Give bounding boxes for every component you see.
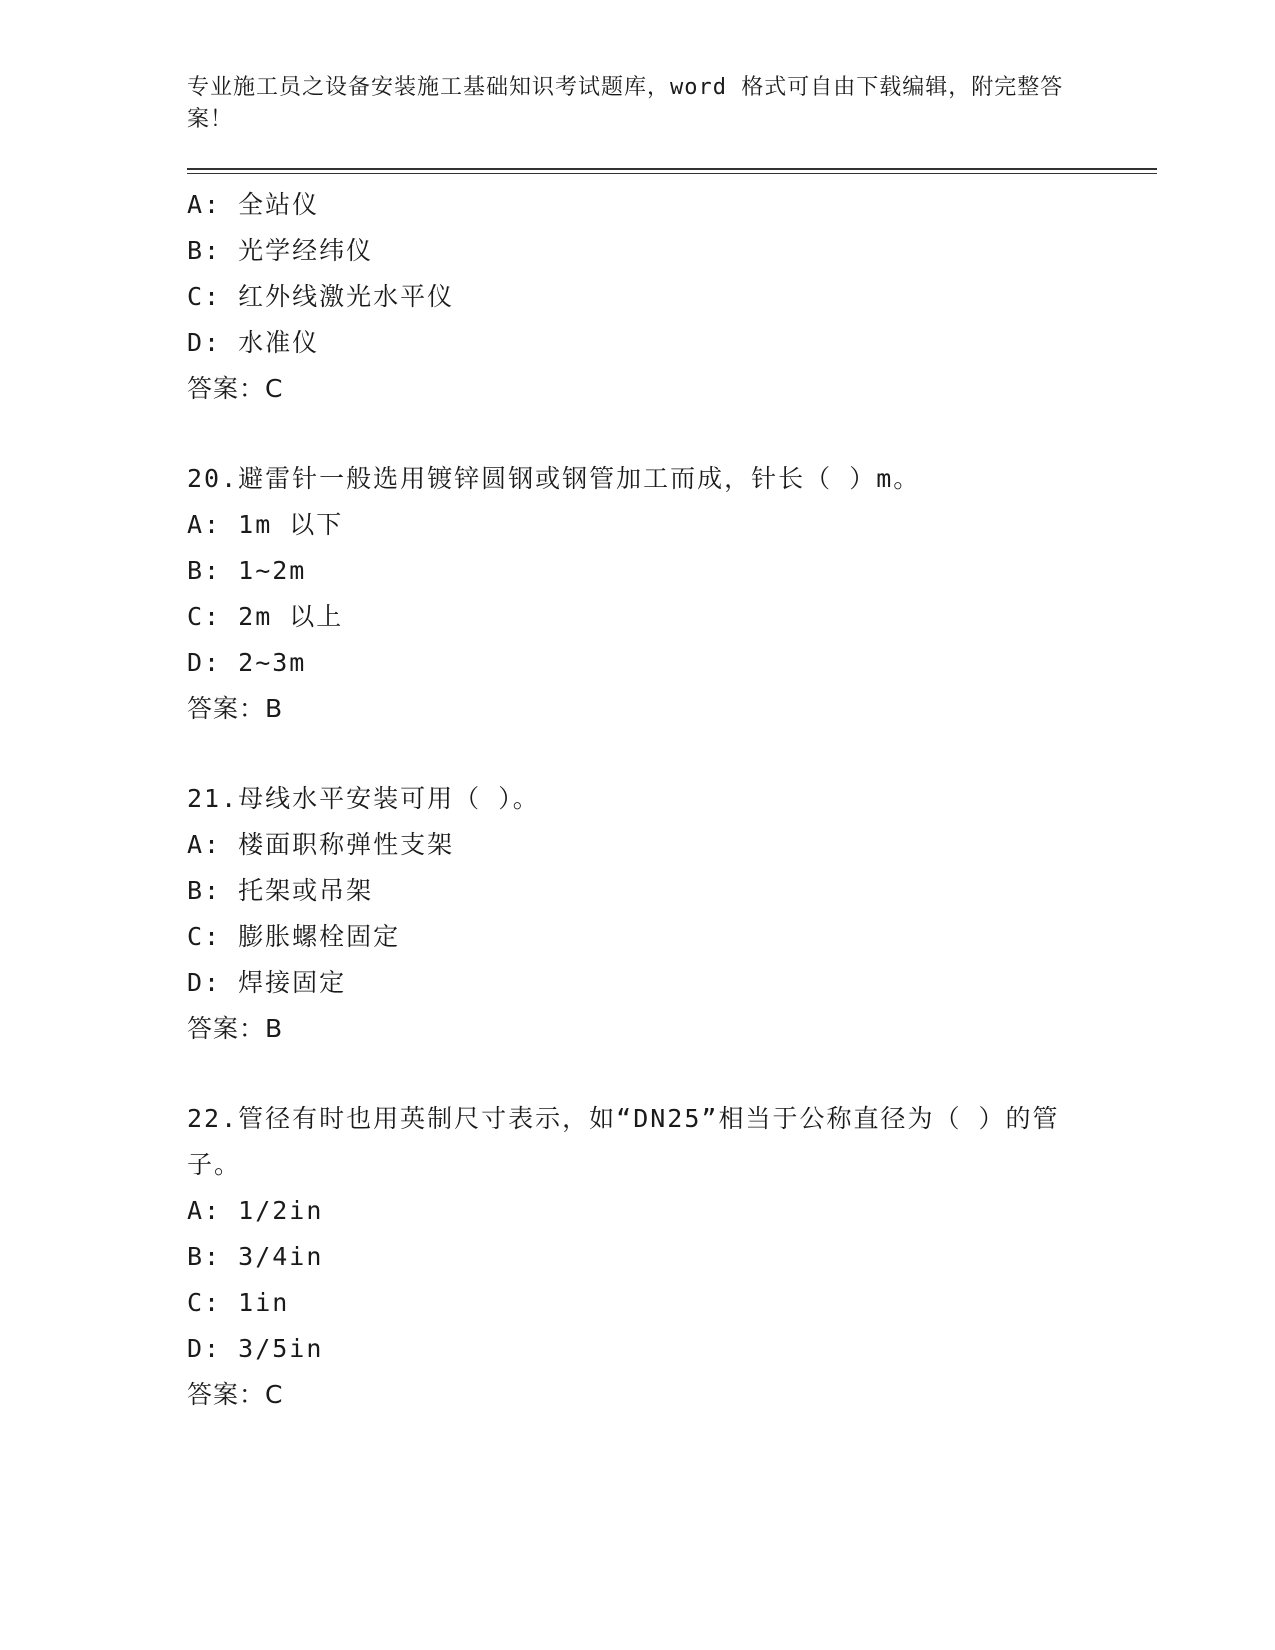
option-d: D: 水准仪	[187, 328, 320, 357]
answer-line: 答案：B	[187, 1014, 284, 1043]
question-block	[187, 1096, 1157, 1418]
option-d: D: 2~3m	[187, 648, 307, 677]
option-b: B: 托架或吊架	[187, 876, 374, 905]
answer-line: 答案：B	[187, 694, 284, 723]
option-b: B: 1~2m	[187, 556, 307, 585]
option-d: D: 焊接固定	[187, 968, 347, 997]
option-c: C: 1in	[187, 1288, 290, 1317]
document-header-title: 专业施工员之设备安装施工基础知识考试题库，word 格式可自由下载编辑，附完整答案！	[187, 75, 1064, 132]
option-a: A: 全站仪	[187, 190, 320, 219]
answer-line: 答案：C	[187, 1380, 284, 1409]
option-c: C: 膨胀螺栓固定	[187, 922, 401, 951]
question-text: 22.管径有时也用英制尺寸表示，如“DN25”相当于公称直径为（ ）的管子。	[187, 1104, 1060, 1179]
document-page	[187, 0, 1157, 1418]
spacer	[187, 732, 1157, 776]
option-b: B: 光学经纬仪	[187, 236, 374, 265]
question-list	[187, 182, 1157, 1418]
option-b: B: 3/4in	[187, 1242, 324, 1271]
spacer	[187, 1052, 1157, 1096]
option-a: A: 1m 以下	[187, 510, 344, 539]
question-block	[187, 456, 1157, 732]
header-divider	[187, 168, 1157, 174]
question-text: 20.避雷针一般选用镀锌圆钢或钢管加工而成，针长（ ）m。	[187, 464, 921, 493]
question-text: 21.母线水平安装可用（ ）。	[187, 784, 540, 813]
option-c: C: 红外线激光水平仪	[187, 282, 455, 311]
spacer	[187, 412, 1157, 456]
option-a: A: 楼面职称弹性支架	[187, 830, 455, 859]
answer-line: 答案：C	[187, 374, 284, 403]
option-a: A: 1/2in	[187, 1196, 324, 1225]
question-block	[187, 182, 1157, 412]
option-d: D: 3/5in	[187, 1334, 324, 1363]
option-c: C: 2m 以上	[187, 602, 344, 631]
question-block	[187, 776, 1157, 1052]
